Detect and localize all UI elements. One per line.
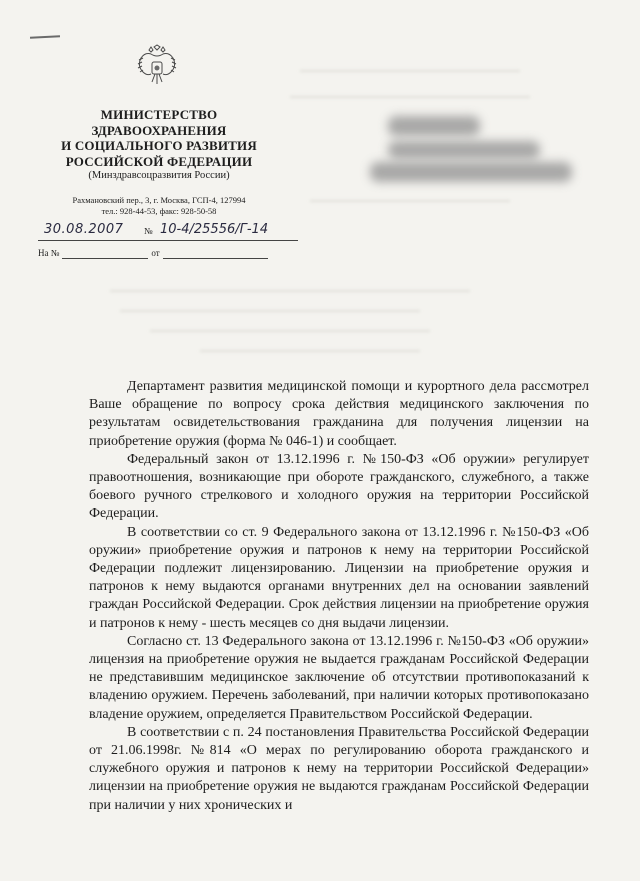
- bleed-through-line: [110, 290, 470, 292]
- ministry-abbreviation: (Минздравсоцразвития России): [88, 170, 230, 181]
- redacted-recipient-line: [388, 116, 480, 136]
- body-paragraph: Федеральный закон от 13.12.1996 г. №150-ФЗ «Об оружии» регулирует правоотношения, возникающие при обороте гражданского, служебного, а также боевого ручного стрелкового и холодного оружия на территории Российской Федерации.: [89, 451, 589, 522]
- body-paragraph: Согласно ст. 13 Федерального закона от 13.12.1996 г. №150-ФЗ «Об оружии» лицензия на приобретение оружия не выдается гражданам Российской Федерации не представившим медицинское заключение об отсутствии противопоказаний к владению оружием. Перечень заболеваний, при наличии которых противопоказано владение оружием, определяется Правительством Российской Федерации.: [89, 633, 589, 722]
- bleed-through-line: [120, 310, 420, 312]
- reference-underline: [38, 240, 298, 241]
- redacted-recipient-line: [388, 141, 540, 159]
- incoming-no-label: На №: [38, 248, 60, 258]
- ministry-phone: тел.: 928-44-53, факс: 928-50-58: [101, 205, 217, 216]
- bleed-through-line: [290, 96, 530, 98]
- incoming-from-blank: [163, 248, 268, 259]
- ministry-name-line: ЗДРАВООХРАНЕНИЯ: [91, 122, 227, 138]
- scan-artifact: [30, 35, 60, 39]
- bleed-through-line: [300, 70, 520, 72]
- reference-number: 10-4/25556/Г-14: [160, 222, 269, 237]
- body-paragraph: В соответствии со ст. 9 Федерального закона от 13.12.1996 г. №150-ФЗ «Об оружии» приобретение оружия и патронов к нему на территории Российской Федерации подлежит лицензированию. Лицензии на приобретение оружия и патронов к нему выдаются органами внутренних дел на основании заявлений граждан Российской Федерации. Срок действия лицензии на приобретение оружия и патронов к нему - шесть месяцев со дня выдачи лицензии.: [89, 524, 589, 631]
- coat-of-arms-emblem: [135, 44, 179, 94]
- ministry-name-line: И СОЦИАЛЬНОГО РАЗВИТИЯ: [61, 138, 257, 153]
- ministry-name-line: МИНИСТЕРСТВО: [100, 107, 218, 122]
- incoming-from-label: от: [151, 248, 160, 258]
- bleed-through-line: [150, 330, 430, 332]
- incoming-reference: [38, 248, 278, 259]
- letter-body: [89, 378, 589, 815]
- bleed-through-line: [200, 350, 420, 352]
- ministry-name-line: РОССИЙСКОЙ ФЕДЕРАЦИИ: [65, 153, 253, 169]
- reference-date: 30.08.2007: [44, 222, 124, 237]
- body-paragraph: Департамент развития медицинской помощи и курортного дела рассмотрел Ваше обращение по вопросу срока действия медицинского заключения по результатам освидетельствования гражданина для получения лицензии на приобретение оружия (форма № 046-1) и сообщает.: [89, 379, 589, 449]
- incoming-no-blank: [62, 248, 148, 259]
- bleed-through-line: [310, 200, 510, 202]
- letterhead: [40, 107, 278, 216]
- outgoing-reference: [38, 222, 298, 244]
- body-paragraph: В соответствии с п. 24 постановления Правительства Российской Федерации от 21.06.1998г. №814 «О мерах по регулированию оборота гражданского и служебного оружия и патронов к нему на территории Российской Федерации» лицензии на приобретение оружия не выдаются гражданам Российской Федерации при наличии у них хронических и: [89, 724, 589, 813]
- redacted-recipient-line: [370, 162, 572, 182]
- ministry-address: Рахмановский пер., 3, г. Москва, ГСП-4, 127994: [72, 195, 246, 205]
- reference-number-label: №: [144, 226, 153, 236]
